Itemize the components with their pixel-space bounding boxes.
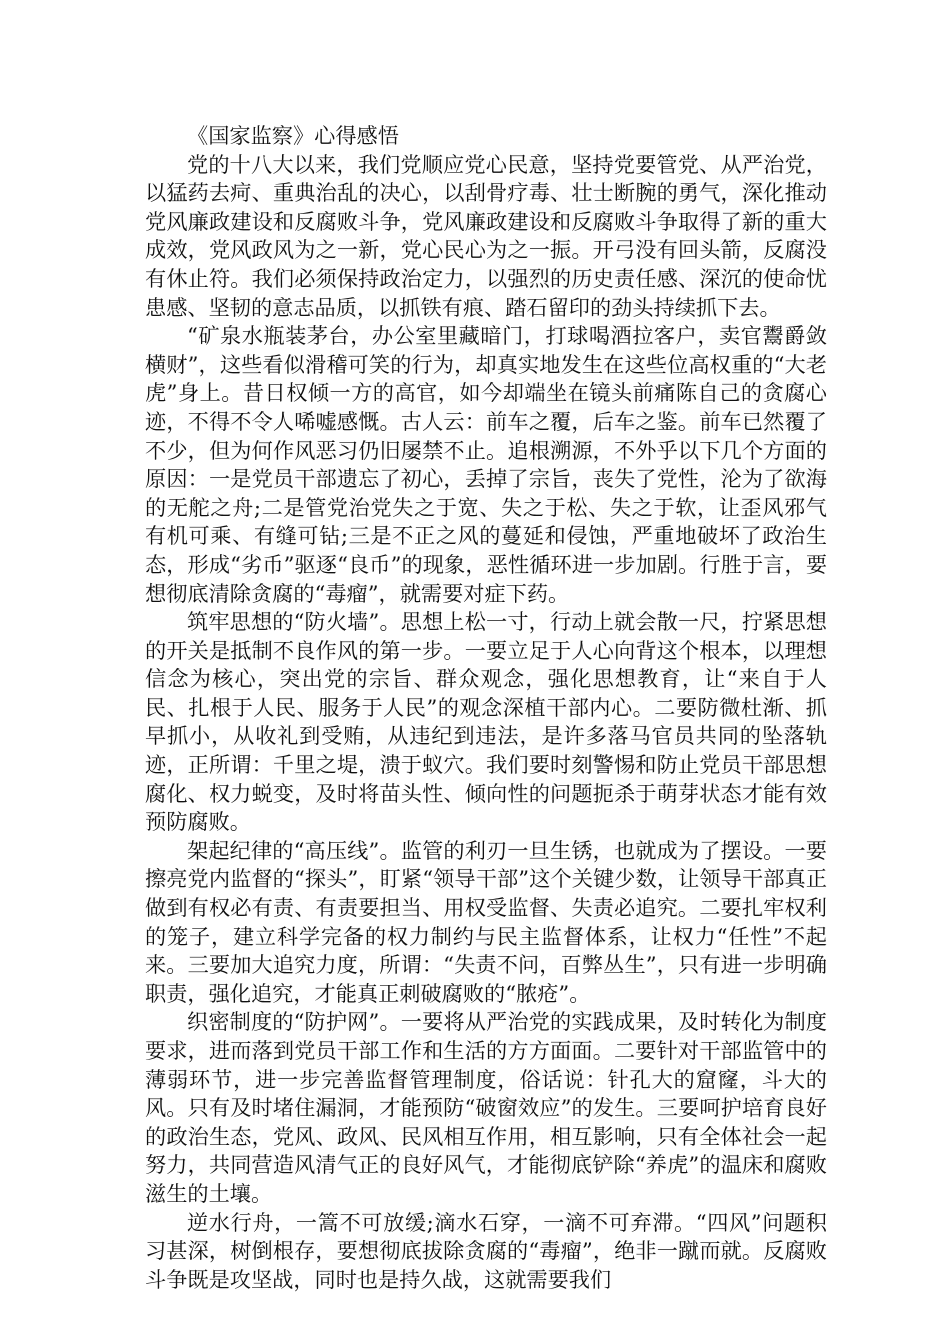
paragraph-2: “矿泉水瓶装茅台，办公室里藏暗门，打球喝酒拉客户，卖官鬻爵敛横财”，这些看似滑稽可笑的行为，却真实地发生在这些位高权重的“大老虎”身上。昔日权倾一方的高官，如今却端坐在镜头前痛陈自己的贪腐心迹，不得不令人唏嘘感慨。古人云：前车之覆，后车之鉴。前车已然覆了不少，但为何作风恶习仍旧屡禁不止。追根溯源，不外乎以下几个方面的原因：一是党员干部遗忘了初心，丢掉了宗旨，丧失了党性，沦为了欲海的无舵之舟;二是管党治党失之于宽、失之于松、失之于软，让歪风邪气有机可乘、有缝可钻;三是不正之风的蔓延和侵蚀，严重地破坏了政治生态，形成“劣币”驱逐“良币”的现象，恶性循环进一步加剧。行胜于言，要想彻底清除贪腐的“毒瘤”，就需要对症下药。: [145, 323, 827, 606]
paragraph-5: 织密制度的“防护网”。一要将从严治党的实践成果，及时转化为制度要求，进而落到党员干部工作和生活的方方面面。二要针对干部监管中的薄弱环节，进一步完善监督管理制度，俗话说：针孔大的窟窿，斗大的风。只有及时堵住漏洞，才能预防“破窗效应”的发生。三要呵护培育良好的政治生态，党风、政风、民风相互作用，相互影响，只有全体社会一起努力，共同营造风清气正的良好风气，才能彻底铲除“养虎”的温床和腐败滋生的土壤。: [145, 1009, 827, 1206]
paragraph-3: 筑牢思想的“防火墙”。思想上松一寸，行动上就会散一尺，拧紧思想的开关是抵制不良作风的第一步。一要立足于人心向背这个根本，以理想信念为核心，突出党的宗旨、群众观念，强化思想教育，让“来自于人民、扎根于人民、服务于人民”的观念深植干部内心。二要防微杜渐、抓早抓小，从收礼到受贿，从违纪到违法，是许多落马官员共同的坠落轨迹，正所谓：千里之堤，溃于蚁穴。我们要时刻警惕和防止党员干部思想腐化、权力蜕变，及时将苗头性、倾向性的问题扼杀于萌芽状态才能有效预防腐败。: [145, 609, 827, 835]
document-title: 《国家监察》心得感悟: [187, 123, 399, 148]
paragraph-1: 党的十八大以来，我们党顺应党心民意，坚持党要管党、从严治党，以猛药去疴、重典治乱的决心，以刮骨疗毒、壮士断腕的勇气，深化推动党风廉政建设和反腐败斗争，党风廉政建设和反腐败斗争取得了新的重大成效，党风政风为之一新，党心民心为之一振。开弓没有回头箭，反腐没有休止符。我们必须保持政治定力，以强烈的历史责任感、深沉的使命忧患感、坚韧的意志品质，以抓铁有痕、踏石留印的劲头持续抓下去。: [145, 151, 827, 320]
paragraph-6: 逆水行舟，一篙不可放缓;滴水石穿，一滴不可弃滞。“四风”问题积习甚深，树倒根存，要想彻底拔除贪腐的“毒瘤”，绝非一蹴而就。反腐败斗争既是攻坚战，同时也是持久战，这就需要我们: [145, 1209, 827, 1292]
document-body: [145, 122, 827, 1294]
paragraph-4: 架起纪律的“高压线”。监管的利刃一旦生锈，也就成为了摆设。一要擦亮党内监督的“探头”，盯紧“领导干部”这个关键少数，让领导干部真正做到有权必有责、有责要担当、用权受监督、失责必追究。二要扎牢权利的笼子，建立科学完备的权力制约与民主监督体系，让权力“任性”不起来。三要加大追究力度，所谓：“失责不问，百弊丛生”，只有进一步明确职责，强化追究，才能真正刺破腐败的“脓疮”。: [145, 837, 827, 1006]
